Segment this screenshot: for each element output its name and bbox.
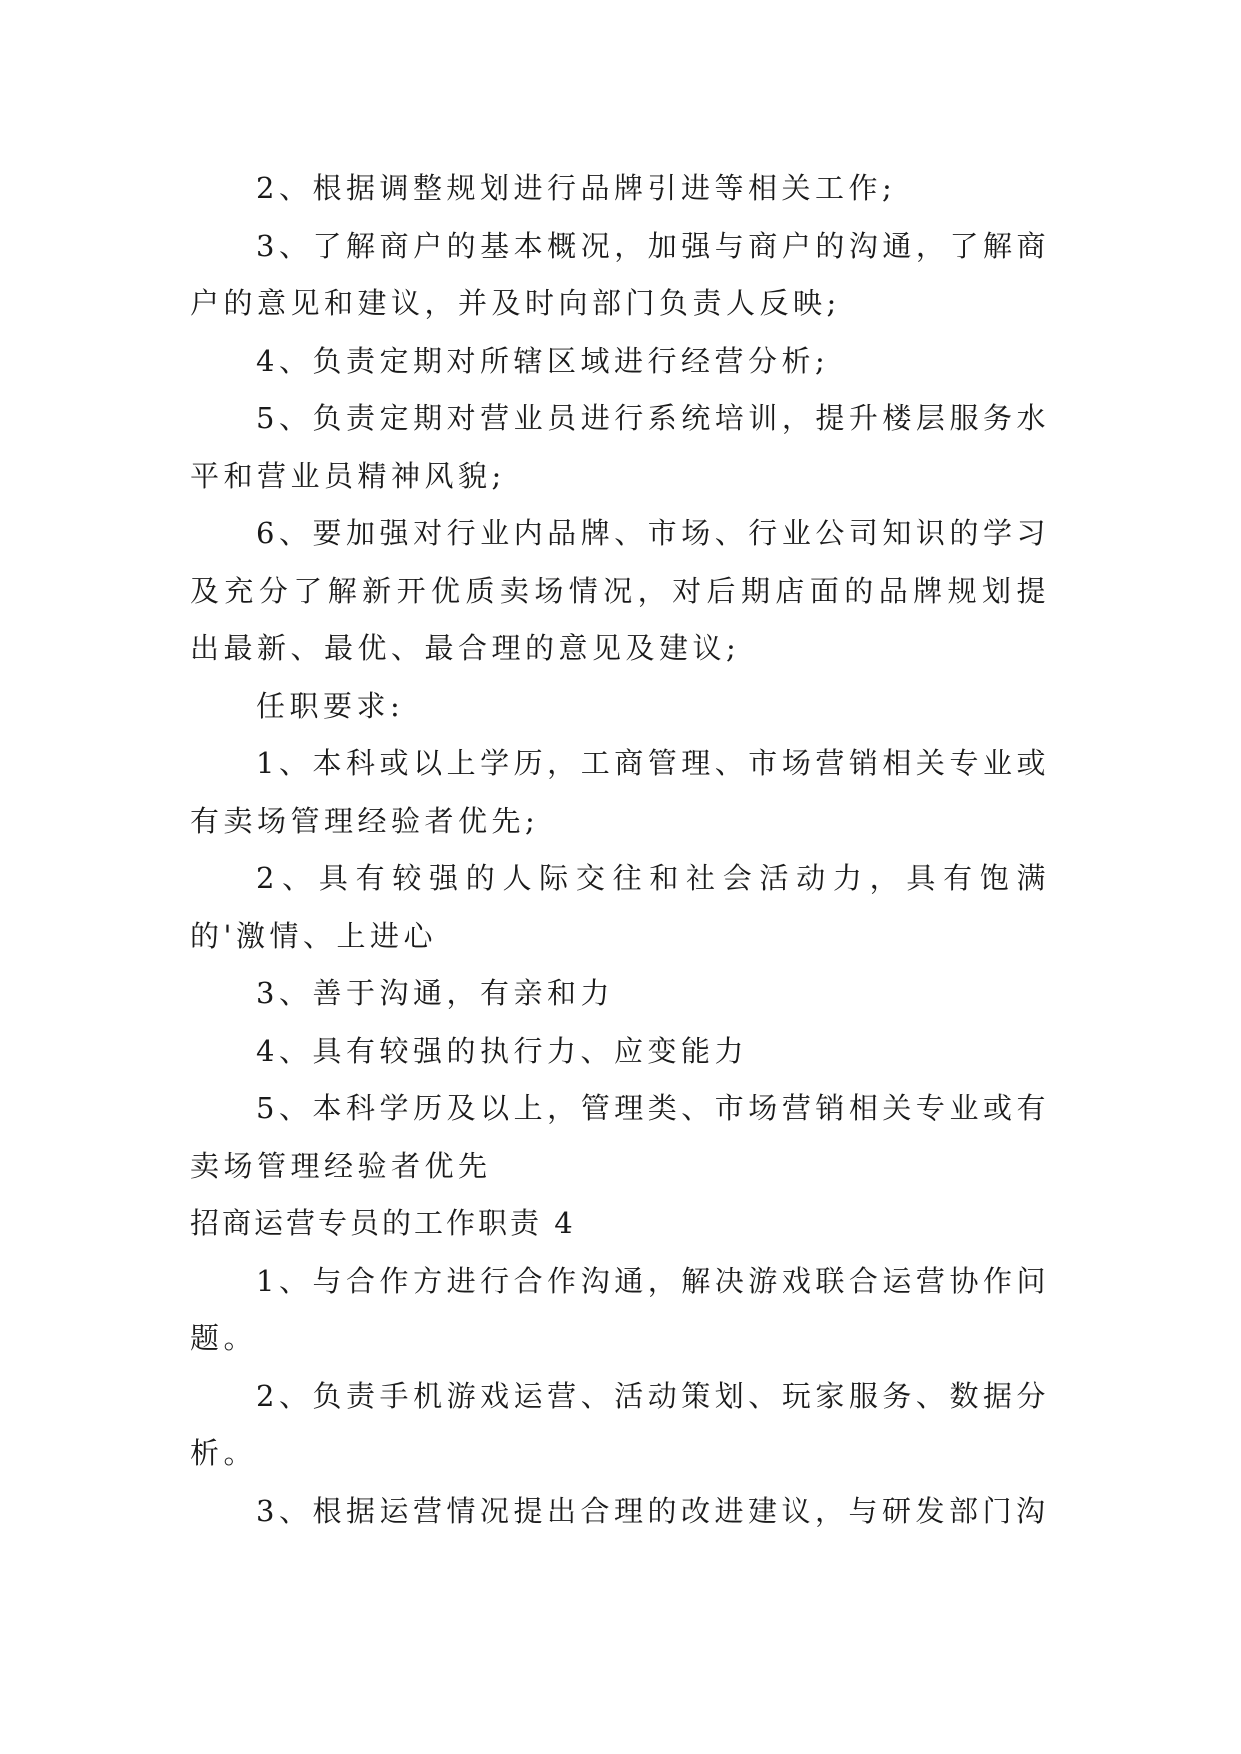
requirement-item-3-communication: 3、善于沟通，有亲和力: [256, 976, 614, 1010]
duty-item-3-improvement-suggestions: 3、根据运营情况提出合理的改进建议，与研发部门沟: [256, 1493, 1050, 1528]
requirements-heading: 任职要求:: [256, 688, 405, 723]
paragraph-item-4-business-analysis: 4、负责定期对所辖区域进行经营分析;: [256, 343, 830, 378]
duty-item-1-partner-communication: 1、与合作方进行合作沟通，解决游戏联合运营协作问题。: [190, 1263, 1050, 1355]
paragraph-item-2-brand-intro: 2、根据调整规划进行品牌引进等相关工作;: [256, 171, 897, 205]
document-body: [190, 160, 1050, 1540]
paragraph-item-6-industry-knowledge: 6、要加强对行业内品牌、市场、行业公司知识的学习及充分了解新开优质卖场情况，对后期店面的品牌规划提出最新、最优、最合理的意见及建议;: [190, 516, 1050, 665]
paragraph-item-3-merchant-communication: 3、了解商户的基本概况，加强与商户的沟通，了解商户的意见和建议，并及时向部门负责人反映;: [190, 228, 1050, 320]
requirement-item-1-education: 1、本科或以上学历，工商管理、市场营销相关专业或有卖场管理经验者优先;: [190, 746, 1050, 838]
requirement-item-2-social-skills: 2、具有较强的人际交往和社会活动力，具有饱满的'激情、上进心: [190, 861, 1050, 953]
paragraph-item-5-staff-training: 5、负责定期对营业员进行系统培训，提升楼层服务水平和营业员精神风貌;: [190, 401, 1050, 493]
requirement-item-5-degree: 5、本科学历及以上，管理类、市场营销相关专业或有卖场管理经验者优先: [190, 1091, 1050, 1183]
requirement-item-4-execution: 4、具有较强的执行力、应变能力: [256, 1033, 748, 1068]
duty-item-2-game-operations: 2、负责手机游戏运营、活动策划、玩家服务、数据分析。: [190, 1378, 1050, 1470]
section-title: 招商运营专员的工作职责 4: [190, 1206, 576, 1240]
